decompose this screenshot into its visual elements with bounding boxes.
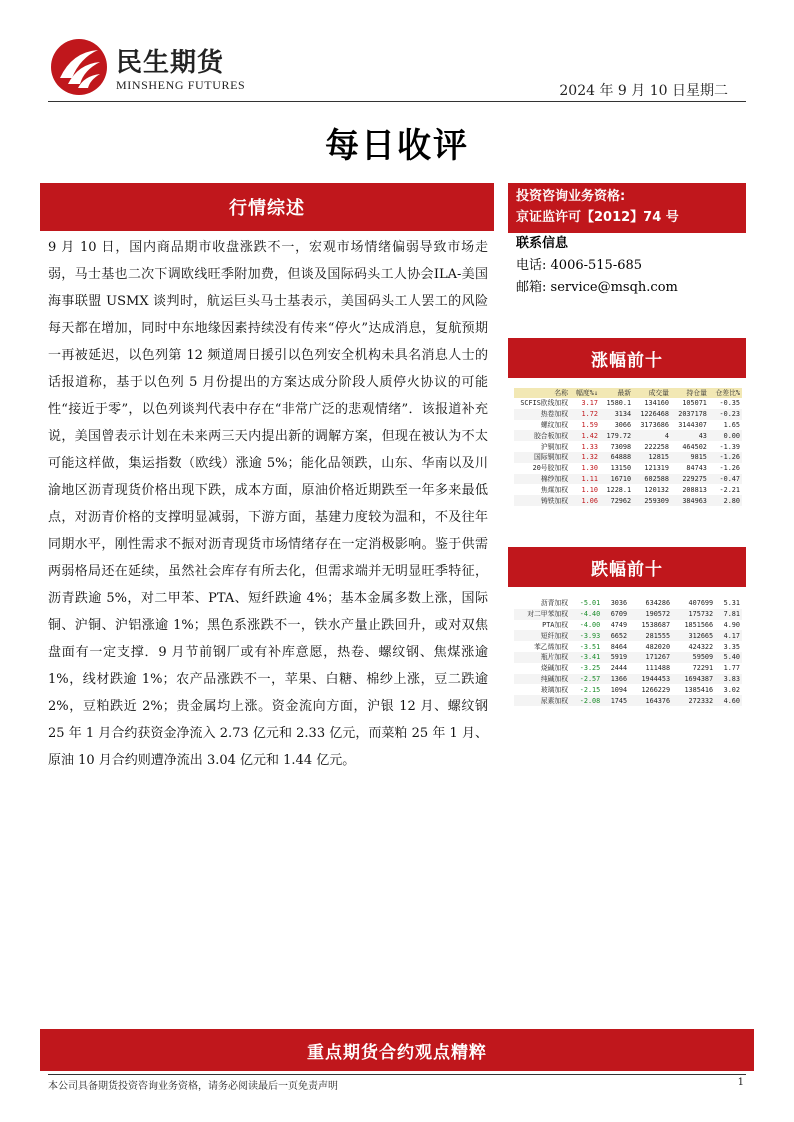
cell-change: -3.51 [579, 642, 601, 651]
footer-disclaimer: 本公司具备期货投资咨询业务资格，请务必阅读最后一页免责声明 [48, 1081, 338, 1092]
cell-oi-change: -0.35 [719, 399, 740, 408]
table-row [514, 430, 742, 441]
cell-open-interest: 1851566 [684, 620, 714, 629]
cell-latest: 179.72 [600, 430, 633, 441]
cell-volume: 602588 [633, 474, 671, 485]
cell-open-interest: 407699 [688, 599, 714, 608]
cell-volume: 281555 [629, 630, 672, 641]
col-oi-change: 仓差比% [709, 388, 742, 398]
cell-volume: 1538687 [641, 620, 671, 629]
cell-change: 1.10 [581, 485, 598, 494]
cell-change: -3.25 [579, 664, 601, 673]
cell-name: 瓶片加权 [514, 652, 570, 663]
contact-info [516, 233, 678, 299]
cell-open-interest: 105071 [682, 399, 707, 408]
cell-latest: 3134 [600, 409, 633, 420]
cell-change: 1.59 [581, 420, 598, 429]
footer-divider [48, 1074, 746, 1075]
market-overview-text: 9 月 10 日，国内商品期市收盘涨跌不一，宏观市场情绪偏弱导致市场走弱，马士基也二次下调欧线旺季附加费，但谈及国际码头工人协会ILA-美国海事联盟 USMX 谈判时，航运巨头马士基表示，美国码头工人罢工的风险每天都在增加，同时中东地缘因素持续没有传来“停火”达成消息，复航预期一再被延迟，以色列第 12 频道周日援引以色列安全机构未具名消息人士的话报道称，基于以色列 5 月份提出的方案达成分阶段人质停火协议的可能性“接近于零”，以色列谈判代表中存在“非常广泛的悲观情绪”．该报道补充说，美国曾表示计划在未来两三天内提出新的调解方案，但现在被认为不太可能这样做，集运指数（欧线）涨逾 5%；能化品领跌，山东、华南以及川渝地区沥青现货价格出现下跌，成本方面，原油价格近期跌至一年多来最低点，对沥青价格的支撑明显减弱，下游方面，基建力度较为温和，不及往年同期水平，刚性需求不振对沥青现货市场情绪存在一定消极影响。鉴于供需两弱格局还在延续，虽然社会库存有所去化，但需求端并无明显旺季特征，沥青跌逾 5%，对二甲苯、PTA、短纤跌逾 4%；基本金属多数上涨，国际铜、沪铜、沪铝涨逾 1%；黑色系涨跌不一，铁水产量止跌回升，或对双焦盘面有一定支撑．9 月节前钢厂或有补库意愿，热卷、螺纹钢、焦煤涨逾 1%，线材跌逾 1%；农产品涨跌不一，苹果、白糖、棉纱上涨，豆二跌逾 2%，豆粕跌近 2%；贵金属均上涨。资金流向方面，沪银 12 月、螺纹钢 25 年 1 月合约获资金净流入 2.73 亿元和 2.33 亿元，而菜粕 25 年 1 月、原油 10 月合约则遭净流出 3.04 亿元和 1.44 亿元。 [48, 240, 488, 768]
cell-change: 1.11 [570, 474, 600, 485]
table-row [514, 609, 742, 620]
page-number: 1 [737, 1077, 744, 1088]
cell-latest: 5919 [602, 652, 629, 663]
table-row [514, 674, 742, 685]
cell-oi-change: -0.23 [709, 409, 742, 420]
cell-oi-change: 5.31 [723, 599, 740, 608]
table-row [514, 420, 742, 431]
cell-open-interest: 384963 [671, 495, 709, 506]
cell-latest: 3036 [610, 599, 628, 608]
cell-volume: 1944453 [629, 674, 672, 685]
cell-name: 纯碱加权 [514, 674, 570, 685]
cell-volume: 259309 [633, 495, 671, 506]
col-volume: 成交量 [633, 388, 671, 398]
cell-name: 沥青加权 [540, 599, 568, 608]
cell-oi-change: 1.77 [723, 664, 740, 673]
table-row [514, 441, 742, 452]
cell-name: SCFIS欧线加权 [520, 399, 568, 408]
cell-oi-change: -1.39 [719, 442, 740, 451]
contact-title: 联系信息 [516, 236, 569, 251]
license-line-1: 投资咨询业务资格: [516, 189, 626, 204]
cell-latest: 1366 [602, 674, 629, 685]
cell-open-interest: 229275 [671, 474, 709, 485]
cell-name: 胶合板加权 [514, 430, 570, 441]
table-row [514, 598, 742, 609]
cell-volume: 120132 [644, 485, 669, 494]
col-latest: 最新 [600, 388, 633, 398]
cell-oi-change: 7.81 [715, 609, 742, 620]
cell-change: -2.15 [579, 685, 601, 694]
cell-change: 1.32 [570, 452, 600, 463]
table-row [514, 641, 742, 652]
cell-name: 热卷加权 [514, 409, 570, 420]
cell-name: 烧碱加权 [540, 664, 568, 673]
table-row [514, 463, 742, 474]
cell-name: PTA加权 [542, 620, 568, 629]
cell-latest: 1094 [610, 685, 628, 694]
cell-oi-change: 3.83 [715, 674, 742, 685]
cell-open-interest: 312665 [672, 630, 715, 641]
cell-oi-change: 4.17 [715, 630, 742, 641]
cell-oi-change: 5.40 [715, 652, 742, 663]
cell-open-interest: 1385416 [684, 685, 714, 694]
cell-latest: 1228.1 [606, 485, 632, 494]
cell-change: -4.00 [579, 620, 601, 629]
cell-latest: 2444 [610, 664, 628, 673]
table-row [514, 695, 742, 706]
col-name: 名称 [514, 388, 570, 398]
cell-oi-change: 3.35 [723, 642, 740, 651]
cell-latest: 72962 [600, 495, 633, 506]
cell-change: 3.17 [581, 399, 598, 408]
cell-name: 对二甲苯加权 [514, 609, 570, 620]
cell-name: 苯乙烯加权 [534, 642, 568, 651]
table-row [514, 474, 742, 485]
table-row [514, 620, 742, 631]
table-row [514, 630, 742, 641]
cell-name: 玻璃加权 [540, 685, 568, 694]
cell-change: 1.30 [581, 464, 598, 473]
cell-oi-change: 2.80 [709, 495, 742, 506]
top-gainers-table [514, 388, 742, 506]
cell-oi-change: -2.21 [719, 485, 740, 494]
cell-open-interest: 424322 [688, 642, 714, 651]
cell-latest: 1745 [602, 695, 629, 706]
cell-volume: 634286 [645, 599, 671, 608]
cell-open-interest: 2037178 [671, 409, 709, 420]
cell-latest: 64888 [600, 452, 633, 463]
cell-name: 螺纹加权 [540, 420, 568, 429]
logo-english-name: MINSHENG FUTURES [116, 78, 246, 92]
license-box [508, 183, 746, 233]
cell-volume: 482020 [645, 642, 671, 651]
cell-latest: 16710 [600, 474, 633, 485]
company-logo [50, 38, 250, 98]
logo-chinese-name: 民生期货 [116, 48, 225, 78]
table-row [514, 409, 742, 420]
cell-name: 铸铁加权 [514, 495, 570, 506]
table-row [514, 663, 742, 674]
cell-change: 1.72 [570, 409, 600, 420]
cell-volume: 121319 [644, 464, 669, 473]
cell-volume: 12815 [633, 452, 671, 463]
header-divider [48, 101, 746, 102]
cell-name: 20号胶加权 [532, 464, 568, 473]
cell-change: -3.93 [570, 630, 602, 641]
cell-latest: 3066 [614, 420, 632, 429]
cell-latest: 13150 [610, 464, 632, 473]
cell-open-interest: 72291 [692, 664, 714, 673]
cell-volume: 164376 [629, 695, 672, 706]
cell-open-interest: 59509 [672, 652, 715, 663]
cell-volume: 190572 [629, 609, 672, 620]
report-date: 2024 年 9 月 10 日星期二 [559, 83, 728, 99]
key-contracts-heading: 重点期货合约观点精粹 [40, 1029, 754, 1071]
cell-change: 1.33 [581, 442, 598, 451]
col-open-interest: 持仓量 [671, 388, 709, 398]
cell-name: 棉纱加权 [514, 474, 570, 485]
table-header-row [514, 388, 742, 398]
table-row [514, 652, 742, 663]
cell-open-interest: 175732 [672, 609, 715, 620]
cell-oi-change: -1.26 [709, 452, 742, 463]
cell-volume: 222258 [644, 442, 669, 451]
cell-volume: 171267 [629, 652, 672, 663]
cell-oi-change: 3.02 [723, 685, 740, 694]
cell-name: 国际铜加权 [514, 452, 570, 463]
cell-latest: 8464 [610, 642, 628, 651]
email-value[interactable]: service@msqh.com [550, 280, 678, 295]
cell-open-interest: 272332 [672, 695, 715, 706]
market-overview-heading: 行情综述 [40, 183, 494, 231]
cell-oi-change: -1.26 [719, 464, 740, 473]
cell-oi-change: 1.65 [723, 420, 740, 429]
cell-latest: 73098 [610, 442, 632, 451]
cell-open-interest: 9815 [671, 452, 709, 463]
cell-change: 1.42 [570, 430, 600, 441]
cell-open-interest: 43 [671, 430, 709, 441]
cell-change: -3.41 [570, 652, 602, 663]
license-line-2: 京证监许可【2012】74 号 [516, 210, 679, 225]
cell-oi-change: -0.47 [709, 474, 742, 485]
cell-latest: 4749 [610, 620, 628, 629]
col-change: 幅度%↓ [570, 388, 600, 398]
cell-change: 1.06 [570, 495, 600, 506]
cell-oi-change: 4.60 [715, 695, 742, 706]
phone-value: 4006-515-685 [550, 258, 643, 273]
cell-name: 短纤加权 [514, 630, 570, 641]
cell-open-interest: 208813 [682, 485, 707, 494]
cell-volume: 1226468 [633, 409, 671, 420]
cell-latest: 1580.1 [606, 399, 632, 408]
cell-name: 焦煤加权 [540, 485, 568, 494]
cell-volume: 3173686 [640, 420, 669, 429]
cell-open-interest: 464502 [682, 442, 707, 451]
cell-name: 沪铜加权 [540, 442, 568, 451]
cell-open-interest: 1694387 [672, 674, 715, 685]
cell-volume: 4 [633, 430, 671, 441]
cell-change: -5.01 [579, 599, 601, 608]
cell-change: -2.08 [570, 695, 602, 706]
page-title: 每日收评 [325, 126, 469, 166]
cell-volume: 134160 [644, 399, 669, 408]
top-losers-table [514, 598, 742, 706]
table-row [514, 495, 742, 506]
cell-volume: 111488 [645, 664, 671, 673]
cell-open-interest: 84743 [686, 464, 707, 473]
table-row [514, 398, 742, 409]
table-row [514, 484, 742, 495]
cell-change: -2.57 [570, 674, 602, 685]
top-gainers-heading: 涨幅前十 [508, 338, 746, 378]
contact-email-row [516, 277, 678, 299]
cell-name: 尿素加权 [514, 695, 570, 706]
contact-phone-row [516, 255, 678, 277]
cell-change: -4.40 [570, 609, 602, 620]
table-row [514, 684, 742, 695]
email-label: 邮箱: [516, 280, 547, 295]
cell-volume: 1266229 [641, 685, 671, 694]
table-row [514, 452, 742, 463]
minsheng-logo-icon [50, 38, 108, 96]
cell-open-interest: 3144307 [678, 420, 707, 429]
top-losers-heading: 跌幅前十 [508, 547, 746, 587]
cell-latest: 6652 [602, 630, 629, 641]
cell-oi-change: 4.90 [723, 620, 740, 629]
phone-label: 电话: [516, 258, 547, 273]
cell-oi-change: 0.00 [709, 430, 742, 441]
cell-latest: 6709 [602, 609, 629, 620]
